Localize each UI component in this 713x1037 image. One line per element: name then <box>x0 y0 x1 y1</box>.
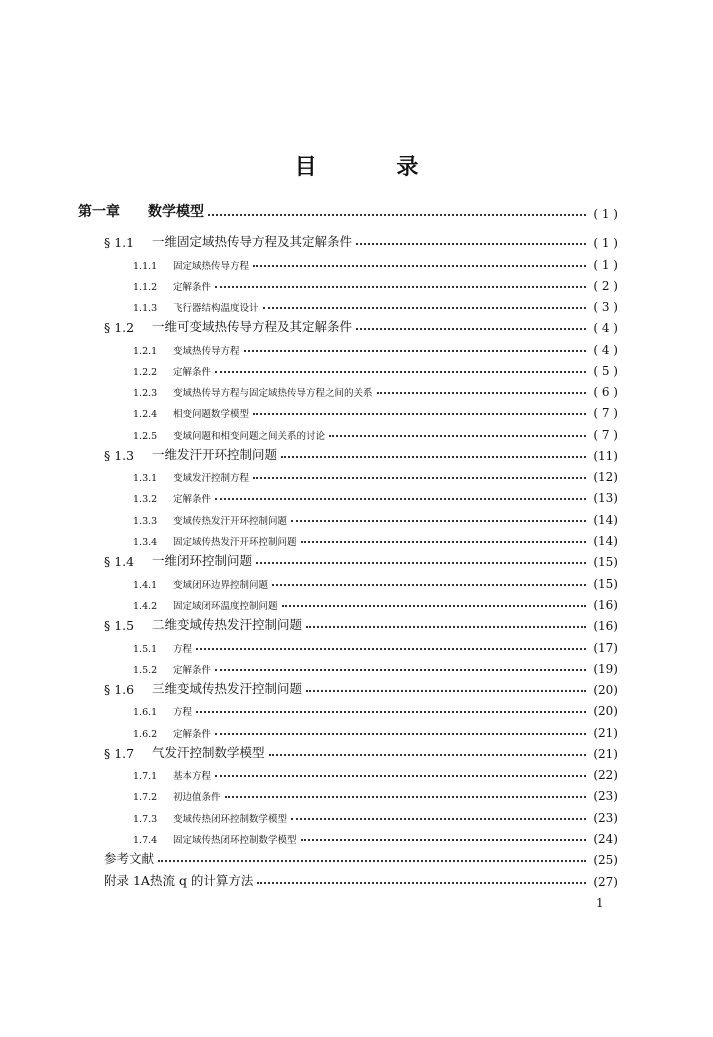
toc-entry <box>0 761 713 782</box>
toc-entry-title: 一维可变域热传导方程及其定解条件 <box>152 319 353 334</box>
toc-entry-page: (13) <box>593 491 618 505</box>
toc-entry <box>0 527 713 548</box>
dot-leader <box>291 818 586 820</box>
toc-entry-title: 一维闭环控制问题 <box>152 553 253 568</box>
toc-entry-title: 一维发汗开环控制问题 <box>152 447 278 462</box>
dot-leader <box>196 648 586 650</box>
toc-entry-heading <box>104 229 352 250</box>
dot-leader <box>306 626 586 628</box>
toc-entry-page: ( 4 ) <box>593 321 618 335</box>
toc-entry-page: (22) <box>593 768 618 782</box>
toc-entry-page: (14) <box>593 534 618 548</box>
toc-entry-page: (17) <box>593 641 618 655</box>
toc-entry-heading <box>133 506 287 527</box>
toc-entry-number: 1.4.2 <box>133 601 158 612</box>
toc-entry <box>0 655 713 676</box>
page-number: 1 <box>596 896 604 910</box>
toc-entry-title: 定解条件 <box>173 665 212 676</box>
toc-entry-page: (16) <box>593 619 618 633</box>
toc-entry-page: ( 4 ) <box>593 343 618 357</box>
toc-entry-title: 三维变域传热发汗控制问题 <box>152 681 303 696</box>
toc-entry-heading <box>133 825 297 846</box>
toc-entry-number: 1.2.4 <box>133 409 158 420</box>
toc-entry-heading <box>133 634 192 655</box>
toc-entry-title: 初边值条件 <box>173 792 221 803</box>
toc-entry-number: 1.3.1 <box>133 473 158 484</box>
dot-leader <box>256 562 586 564</box>
toc-entry-number: 1.2.1 <box>133 346 158 357</box>
toc-entry-number: § 1.6 <box>104 682 135 697</box>
toc-entry-number: § 1.2 <box>104 320 135 335</box>
toc-entry <box>0 719 713 740</box>
toc-entry-title: 定解条件 <box>173 367 212 378</box>
toc-entry-page: ( 6 ) <box>593 385 618 399</box>
toc-entry-heading <box>133 655 211 676</box>
toc-entry-page: ( 2 ) <box>593 279 618 293</box>
toc-entry-page: ( 1 ) <box>593 258 618 272</box>
toc-entry-page: ( 7 ) <box>593 406 618 420</box>
dot-leader <box>253 265 586 267</box>
toc-entry-number: 1.7.1 <box>133 771 158 782</box>
toc-entry-page: (11) <box>593 449 618 463</box>
toc-entry-heading <box>104 740 265 761</box>
toc-entry-title: 变域问题和相变问题之间关系的讨论 <box>173 431 326 442</box>
toc-entry <box>0 357 713 378</box>
toc-entry-page: (25) <box>593 853 618 867</box>
toc-entry <box>0 293 713 314</box>
toc-entry-page: (21) <box>593 747 618 761</box>
toc-entry-page: ( 5 ) <box>593 364 618 378</box>
toc-entry-number: 1.5.1 <box>133 644 158 655</box>
toc-entry <box>0 463 713 484</box>
toc-entry <box>0 200 713 221</box>
toc-entry-page: (20) <box>593 704 618 718</box>
toc-entry-page: ( 7 ) <box>593 428 618 442</box>
toc-entry-number: 1.3.2 <box>133 494 158 505</box>
dot-leader <box>306 690 586 692</box>
toc-entry-number: 1.7.4 <box>133 835 158 846</box>
toc-entry <box>0 314 713 335</box>
toc-entry <box>0 548 713 569</box>
dot-leader <box>253 413 586 415</box>
toc-entry-heading <box>78 200 204 221</box>
dot-leader <box>377 392 586 394</box>
toc-entry-heading <box>133 804 287 825</box>
toc-entry-heading <box>133 421 325 442</box>
toc-entry-page: ( 3 ) <box>593 300 618 314</box>
toc-entry <box>0 804 713 825</box>
dot-leader <box>215 733 586 735</box>
toc-entry-title: 热流 q 的计算方法 <box>149 873 254 888</box>
toc-entry <box>0 272 713 293</box>
toc-entry <box>0 697 713 718</box>
toc-entry-title: 方程 <box>173 707 193 718</box>
dot-leader <box>281 456 586 458</box>
toc-entry-heading <box>133 527 297 548</box>
toc-entry-title: 变域传热闭环控制数学模型 <box>173 814 288 825</box>
toc-entry-number: 1.7.3 <box>133 814 158 825</box>
toc-entry-number: § 1.5 <box>104 618 135 633</box>
dot-leader <box>329 435 586 437</box>
toc-entry-title: 数学模型 <box>148 204 204 220</box>
dot-leader <box>291 520 586 522</box>
toc-entry <box>0 591 713 612</box>
toc-entry-number: 1.1.1 <box>133 261 158 272</box>
toc-entry-title: 固定域传热闭环控制数学模型 <box>173 835 297 846</box>
dot-leader <box>196 711 586 713</box>
dot-leader <box>257 882 586 884</box>
toc-entry <box>0 676 713 697</box>
toc-entry-page: (19) <box>593 662 618 676</box>
toc-entry-number: 1.2.2 <box>133 367 158 378</box>
toc-entry-heading <box>104 548 252 569</box>
toc-entry-heading <box>104 314 352 335</box>
dot-leader <box>356 328 586 330</box>
toc-entry <box>0 442 713 463</box>
toc-entry-number: 1.6.1 <box>133 707 158 718</box>
dot-leader <box>215 498 586 500</box>
dot-leader <box>158 860 586 862</box>
toc-entry-heading <box>133 336 240 357</box>
toc-entry <box>0 825 713 846</box>
toc-entry-page: (21) <box>593 726 618 740</box>
toc-entry-number: 附录 1A <box>104 873 150 888</box>
toc-entry-page: (23) <box>593 789 618 803</box>
toc-entry-page: (23) <box>593 811 618 825</box>
toc-entry <box>0 421 713 442</box>
dot-leader <box>253 477 586 479</box>
toc-entry <box>0 378 713 399</box>
toc-entry-number: 1.2.3 <box>133 388 158 399</box>
toc-entry-heading <box>133 697 192 718</box>
toc-entry <box>0 399 713 420</box>
toc-entry-title: 飞行器结构温度设计 <box>173 303 259 314</box>
toc-entry-page: (15) <box>593 555 618 569</box>
toc-entry-number: § 1.4 <box>104 554 135 569</box>
toc-entry-heading <box>133 761 211 782</box>
toc-entry-number: § 1.3 <box>104 448 135 463</box>
dot-leader <box>263 307 586 309</box>
dot-leader <box>244 350 586 352</box>
toc-entry-number: 1.1.2 <box>133 282 158 293</box>
toc-entry-number: § 1.1 <box>104 235 135 250</box>
toc-entry <box>0 506 713 527</box>
toc-entry-number: 1.7.2 <box>133 792 158 803</box>
toc-entry-heading <box>133 293 259 314</box>
page-title: 目 录 <box>294 154 455 180</box>
toc-entry <box>0 484 713 505</box>
toc-entry-heading <box>133 484 211 505</box>
toc-entry-page: (20) <box>593 683 618 697</box>
toc-entry-number: 1.5.2 <box>133 665 158 676</box>
toc-entry-page: (16) <box>593 598 618 612</box>
toc-entry-page: (27) <box>593 875 618 889</box>
toc-entry-heading <box>133 399 249 420</box>
toc-entry-number: § 1.7 <box>104 746 135 761</box>
dot-leader <box>215 775 586 777</box>
toc-entry-title: 变域闭环边界控制问题 <box>173 580 269 591</box>
toc-entry-title: 定解条件 <box>173 729 212 740</box>
dot-leader <box>301 541 586 543</box>
toc-entry-title: 参考文献 <box>104 851 155 866</box>
toc-entry-title: 固定域热传导方程 <box>173 261 250 272</box>
toc-entry <box>0 782 713 803</box>
toc-entry-title: 一维固定域热传导方程及其定解条件 <box>152 234 353 249</box>
toc-entry-number: 1.3.4 <box>133 537 158 548</box>
toc-entry <box>0 634 713 655</box>
toc-entry-heading <box>133 463 249 484</box>
toc-entry-page: ( 1 ) <box>593 236 618 250</box>
toc-entry-title: 固定域闭环温度控制问题 <box>173 601 278 612</box>
toc-entry-page: (14) <box>593 513 618 527</box>
toc-entry <box>0 229 713 250</box>
toc-entry <box>0 846 713 867</box>
dot-leader <box>356 243 586 245</box>
toc-entry-title: 变域热传导方程 <box>173 346 240 357</box>
toc-entry-heading <box>133 570 268 591</box>
toc-entry-heading <box>104 868 253 889</box>
dot-leader <box>301 839 586 841</box>
toc-entry-heading <box>104 442 277 463</box>
toc-entry-title: 基本方程 <box>173 771 212 782</box>
toc-entry-number: 第一章 <box>78 204 120 220</box>
toc-entry-heading <box>133 782 221 803</box>
toc-entry-page: (12) <box>593 470 618 484</box>
toc-entry-heading <box>104 676 302 697</box>
toc-entry-number: 1.4.1 <box>133 580 158 591</box>
toc-entry-title: 气发汗控制数学模型 <box>152 745 265 760</box>
dot-leader <box>282 605 586 607</box>
toc-entry-heading <box>133 357 211 378</box>
toc-entry <box>0 868 713 889</box>
toc-entry-page: (15) <box>593 577 618 591</box>
dot-leader <box>215 286 586 288</box>
toc-entry-title: 变域传热发汗开环控制问题 <box>173 516 288 527</box>
toc-entry-title: 定解条件 <box>173 494 212 505</box>
toc-entry-number: 1.6.2 <box>133 729 158 740</box>
dot-leader <box>208 214 586 216</box>
toc-entry-heading <box>104 846 154 867</box>
toc-entry-number: 1.1.3 <box>133 303 158 314</box>
toc-entry-heading <box>133 378 373 399</box>
dot-leader <box>272 584 586 586</box>
toc-entry-heading <box>133 272 211 293</box>
toc-entry-number: 1.3.3 <box>133 516 158 527</box>
toc-entry-heading <box>133 251 249 272</box>
toc-entry-title: 方程 <box>173 644 193 655</box>
toc-entry <box>0 336 713 357</box>
dot-leader <box>269 754 586 756</box>
toc-entry-title: 固定域传热发汗开环控制问题 <box>173 537 297 548</box>
toc-entry <box>0 612 713 633</box>
toc-entry-number: 1.2.5 <box>133 431 158 442</box>
toc-entry-title: 变域热传导方程与固定域热传导方程之间的关系 <box>173 388 373 399</box>
toc-entry-page: ( 1 ) <box>593 207 618 221</box>
dot-leader <box>215 669 586 671</box>
dot-leader <box>215 371 586 373</box>
toc-entry-heading <box>133 591 278 612</box>
toc-entry-title: 定解条件 <box>173 282 212 293</box>
toc-entry-title: 变域发汗控制方程 <box>173 473 250 484</box>
toc-entry <box>0 740 713 761</box>
toc-entry-heading <box>104 612 302 633</box>
toc-entry-page: (24) <box>593 832 618 846</box>
toc-entry-title: 二维变域传热发汗控制问题 <box>152 617 303 632</box>
toc-entry <box>0 570 713 591</box>
dot-leader <box>225 796 586 798</box>
toc-entry-heading <box>133 719 211 740</box>
toc-entry <box>0 251 713 272</box>
toc-entry-title: 相变问题数学模型 <box>173 409 250 420</box>
